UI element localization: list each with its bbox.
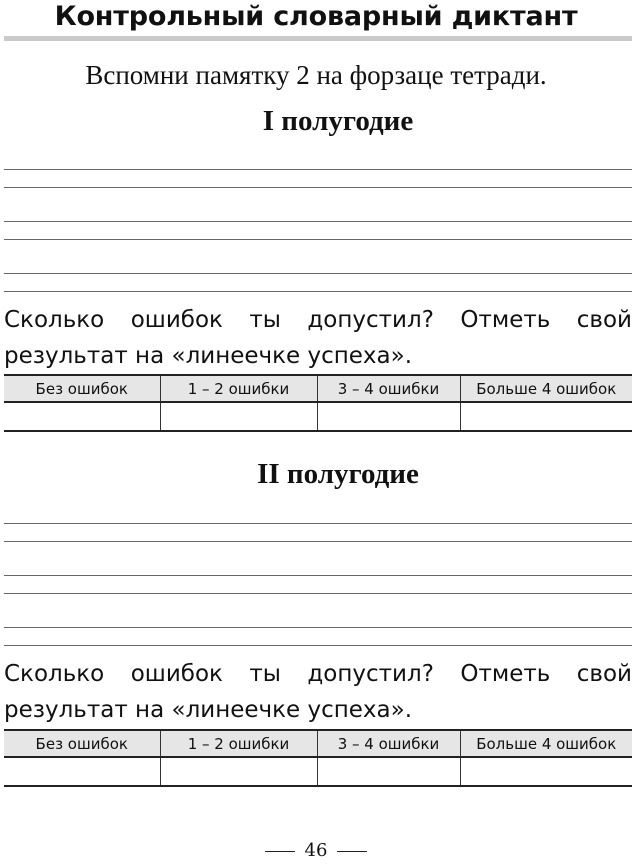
- question-first-half: [4, 302, 632, 374]
- scale-label-1-2-errors: 1 – 2 ошибки: [160, 730, 317, 757]
- scale-mark-cell[interactable]: [460, 402, 632, 431]
- writing-line[interactable]: [4, 575, 632, 576]
- scale-label-1-2-errors: 1 – 2 ошибки: [160, 375, 317, 402]
- scale-mark-cell[interactable]: [4, 757, 160, 786]
- question-line: результат на «линеечке успеха».: [4, 697, 413, 723]
- scale-mark-cell[interactable]: [160, 757, 317, 786]
- writing-line[interactable]: [4, 645, 632, 646]
- scale-mark-cell[interactable]: [160, 402, 317, 431]
- scale-mark-row: [4, 402, 632, 431]
- writing-line[interactable]: [4, 221, 632, 222]
- page-number: 46: [304, 840, 328, 861]
- page-title: Контрольный словарный диктант: [54, 1, 578, 32]
- scale-label-3-4-errors: 3 – 4 ошибки: [317, 730, 460, 757]
- scale-label-no-errors: Без ошибок: [4, 375, 160, 402]
- writing-line[interactable]: [4, 291, 632, 292]
- writing-line[interactable]: [4, 169, 632, 170]
- question-line: Сколько ошибок ты допустил? Отметь свой: [4, 307, 632, 333]
- section-heading-first-half: I полугодие: [262, 105, 414, 137]
- section-heading-second-half: II полугодие: [257, 458, 419, 490]
- scale-mark-row: [4, 757, 632, 786]
- scale-mark-cell[interactable]: [4, 402, 160, 431]
- question-second-half: [4, 656, 632, 728]
- scale-label-more-than-4-errors: Больше 4 ошибок: [460, 375, 632, 402]
- scale-label-more-than-4-errors: Больше 4 ошибок: [460, 730, 632, 757]
- footer-dash-left: [265, 851, 295, 852]
- footer-dash-right: [337, 851, 367, 852]
- scale-label-no-errors: Без ошибок: [4, 730, 160, 757]
- writing-line[interactable]: [4, 593, 632, 594]
- scale-mark-cell[interactable]: [460, 757, 632, 786]
- scale-mark-cell[interactable]: [317, 402, 460, 431]
- question-line: результат на «линеечке успеха».: [4, 343, 413, 369]
- scale-mark-cell[interactable]: [317, 757, 460, 786]
- scale-header-row: [4, 730, 632, 757]
- instruction-text: Вспомни памятку 2 на форзаце тетради.: [85, 60, 547, 90]
- title-underline: [4, 36, 632, 41]
- writing-line[interactable]: [4, 187, 632, 188]
- writing-line[interactable]: [4, 627, 632, 628]
- writing-line[interactable]: [4, 541, 632, 542]
- success-scale-second-half: [4, 729, 632, 787]
- writing-line[interactable]: [4, 523, 632, 524]
- question-line: Сколько ошибок ты допустил? Отметь свой: [4, 661, 632, 687]
- success-scale-first-half: [4, 374, 632, 432]
- scale-label-3-4-errors: 3 – 4 ошибки: [317, 375, 460, 402]
- writing-line[interactable]: [4, 239, 632, 240]
- writing-line[interactable]: [4, 273, 632, 274]
- scale-header-row: [4, 375, 632, 402]
- page-footer: [0, 840, 632, 864]
